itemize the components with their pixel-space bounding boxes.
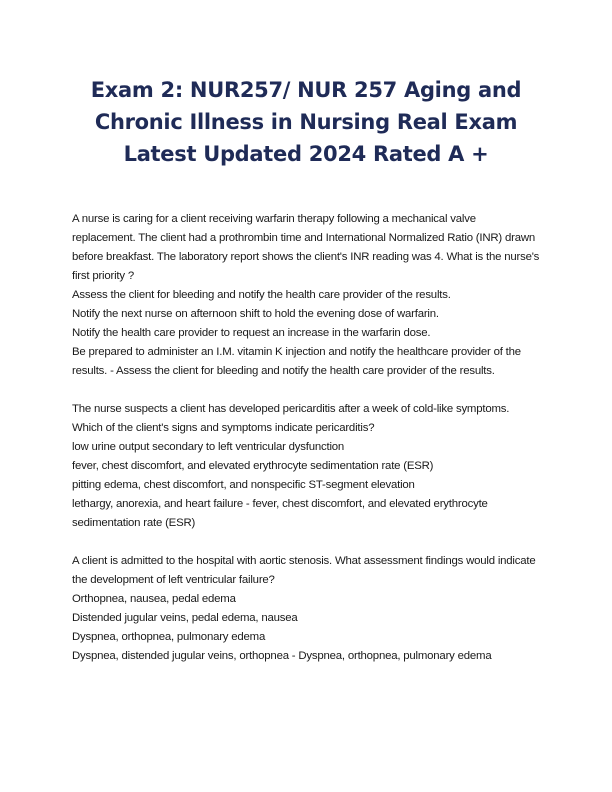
answer-option: low urine output secondary to left ventricular dysfunction — [72, 441, 345, 453]
answer-option: Notify the health care provider to request an increase in the warfarin dose. — [72, 327, 431, 339]
answer-option: Assess the client for bleeding and notify the health care provider of the results. — [72, 289, 451, 301]
question-stem: A nurse is caring for a client receiving warfarin therapy following a mechanical valve replacement. The client had a prothrombin time and International Normalized Ratio (INR) drawn before breakfast. The laboratory report shows the client's INR reading was 4. What is the nurse's first priority ? — [72, 213, 540, 282]
answer-option: Dyspnea, orthopnea, pulmonary edema — [72, 631, 266, 643]
answer-option: Be prepared to administer an I.M. vitamin K injection and notify the healthcare provider of the results. - Assess the client for bleeding and notify the health care provider of the results. — [72, 346, 521, 377]
answer-option: Distended jugular veins, pedal edema, nausea — [72, 612, 298, 624]
answer-option: Dyspnea, distended jugular veins, orthopnea - Dyspnea, orthopnea, pulmonary edema — [72, 650, 492, 662]
answer-option: lethargy, anorexia, and heart failure - fever, chest discomfort, and elevated erythrocyte sedimentation rate (ESR) — [72, 498, 488, 529]
answer-option: fever, chest discomfort, and elevated erythrocyte sedimentation rate (ESR) — [72, 460, 434, 472]
question-2 — [72, 400, 542, 533]
document-title: Exam 2: NUR257/ NUR 257 Aging and Chronic Illness in Nursing Real Exam Latest Updated 2024 Rated A + — [90, 78, 522, 166]
question-stem: A client is admitted to the hospital with aortic stenosis. What assessment findings would indicate the development of left ventricular failure? — [72, 555, 536, 586]
answer-option: Orthopnea, nausea, pedal edema — [72, 593, 236, 605]
answer-option: Notify the next nurse on afternoon shift to hold the evening dose of warfarin. — [72, 308, 439, 320]
question-stem: The nurse suspects a client has developed pericarditis after a week of cold-like symptoms. Which of the client's signs and symptoms indicate pericarditis? — [72, 403, 510, 434]
answer-option: pitting edema, chest discomfort, and nonspecific ST-segment elevation — [72, 479, 415, 491]
question-3 — [72, 552, 542, 666]
question-1 — [72, 210, 542, 381]
document-body — [72, 210, 542, 685]
